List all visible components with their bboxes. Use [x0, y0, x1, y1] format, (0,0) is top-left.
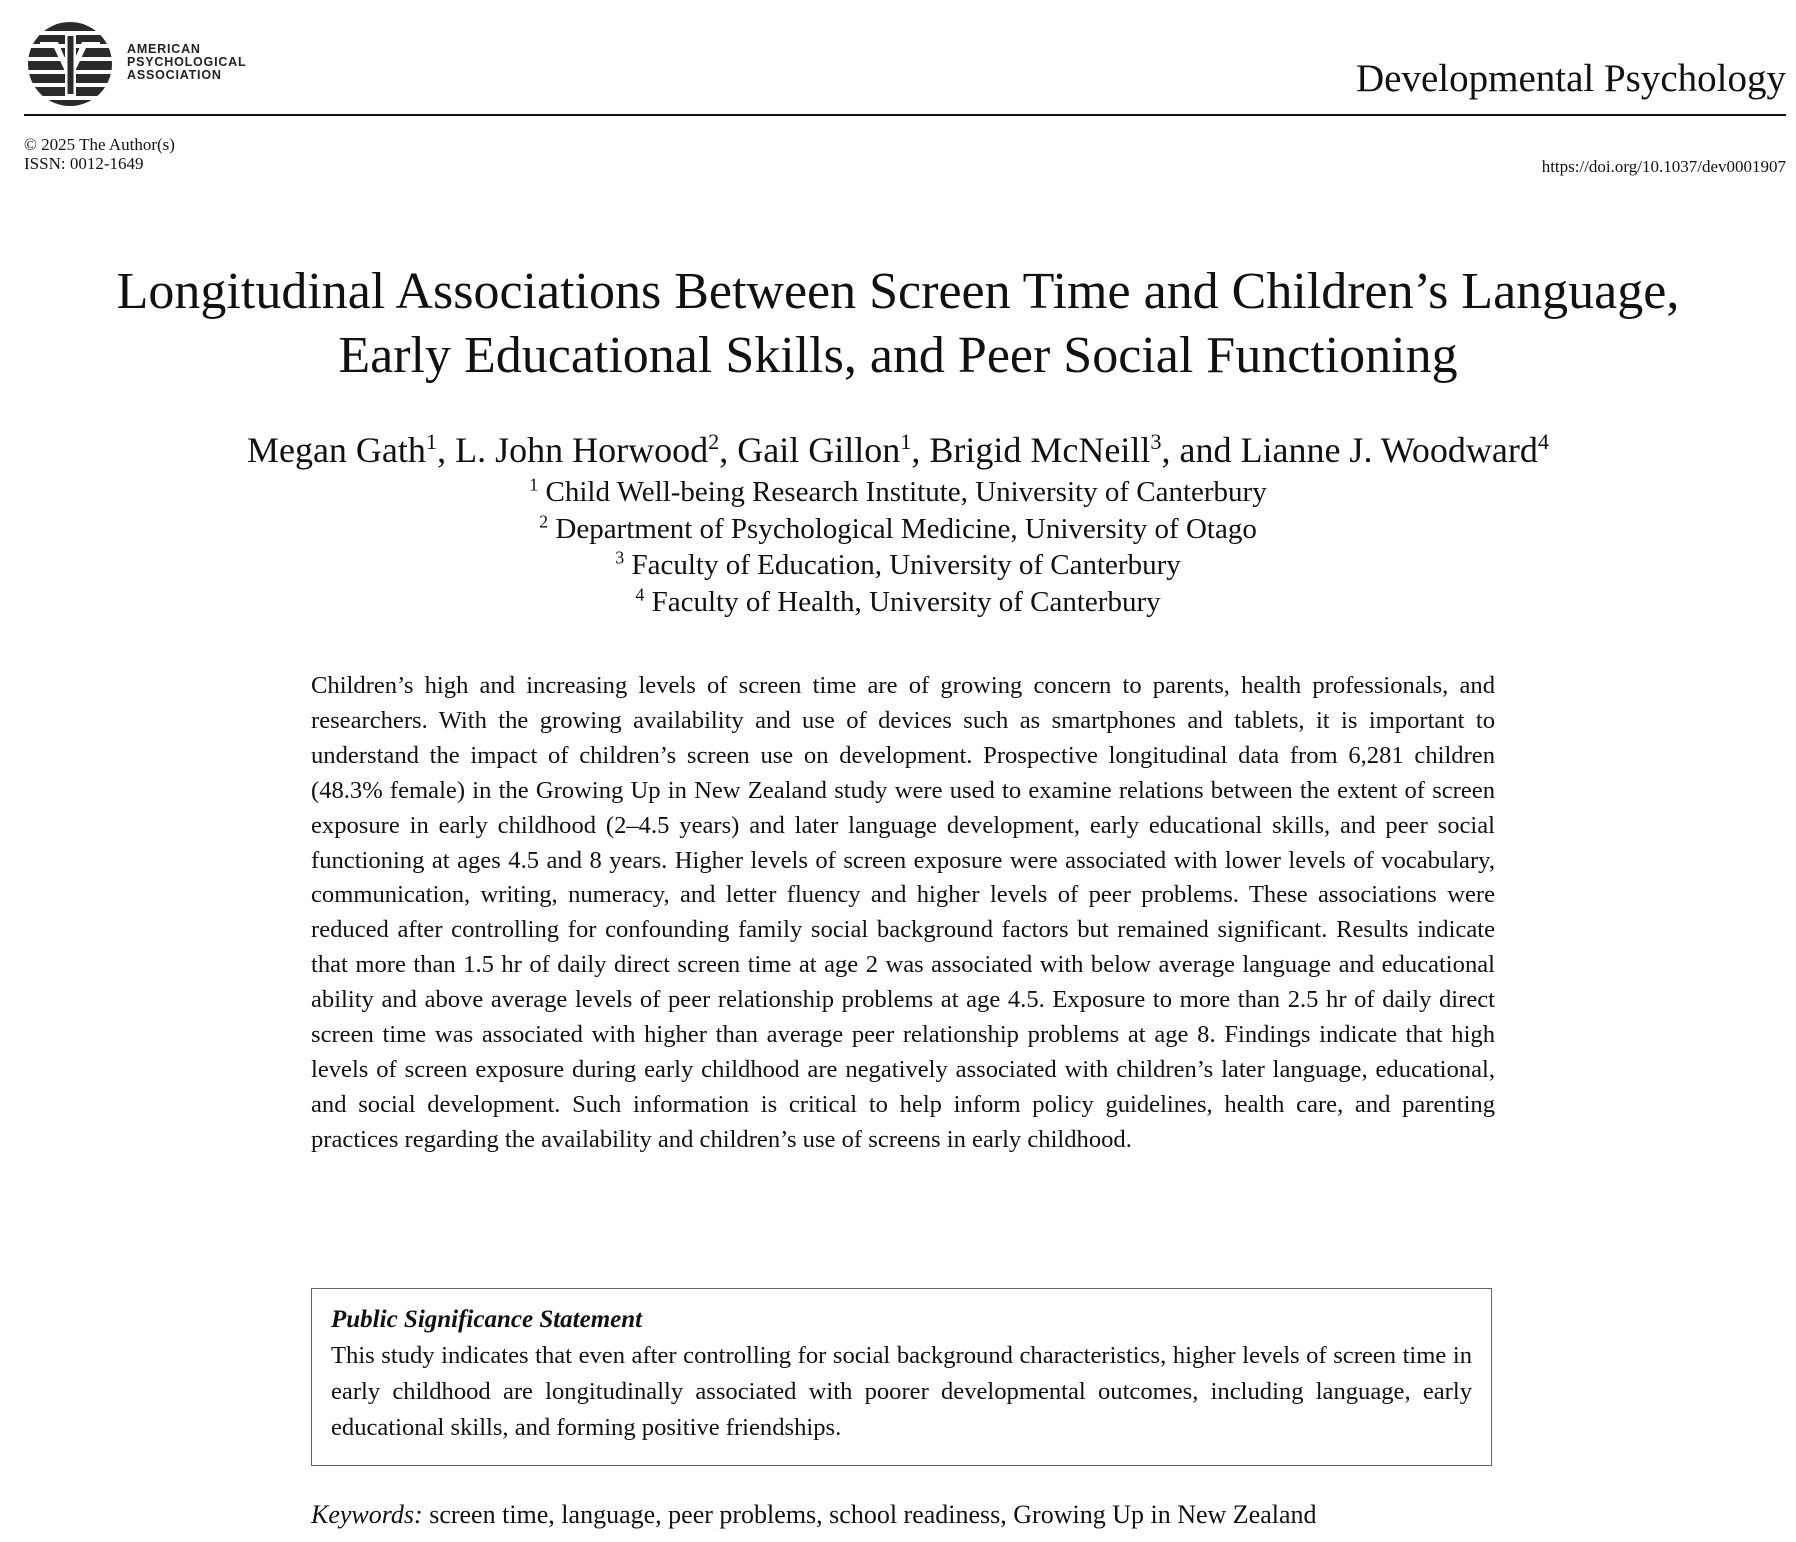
issn: ISSN: 0012-1649: [24, 154, 144, 173]
affiliation: $^4$ Faculty of Health, University of Canterbury: [635, 583, 1161, 618]
affiliation: $^2$ Department of Psychological Medicine, University of Otago: [539, 510, 1257, 545]
author-separator: ,: [437, 430, 456, 470]
affiliation-marker: 1: [900, 429, 912, 454]
author-list: [0, 428, 1796, 472]
header-divider: [24, 114, 1786, 116]
copyright: © 2025 The Author(s): [24, 135, 175, 154]
apa-logo: [24, 20, 324, 108]
affiliation-marker: 1: [425, 429, 438, 454]
keywords-label: Keywords:: [311, 1500, 423, 1529]
doi-link[interactable]: https://doi.org/10.1037/dev0001907: [1541, 157, 1786, 176]
author: Brigid McNeill: [929, 430, 1151, 470]
keywords: [311, 1500, 1317, 1530]
journal-name: Developmental Psychology: [1355, 57, 1786, 100]
abstract: Children’s high and increasing levels of screen time are of growing concern to parents, health professionals, and researchers. With the growing availability and use of devices such as smartphones and tablets, it is important to understand the impact of children’s screen use on development. Prospective longitudinal data from 6,281 children (48.3% female) in the Growing Up in New Zealand study were used to examine relations between the extent of screen exposure in early childhood (2–4.5 years) and later language development, early educational skills, and peer social functioning at ages 4.5 and 8 years. Higher levels of screen exposure were associated with lower levels of vocabulary, communication, writing, numeracy, and letter fluency and higher levels of peer problems. These associations were reduced after controlling for confounding family social background factors but remained significant. Results indicate that more than 1.5 hr of daily direct screen time at age 2 was associated with below average language and educational ability and above average levels of peer relationship problems at age 4.5. Exposure to more than 2.5 hr of daily direct screen time was associated with higher than average peer relationship problems at age 8. Findings indicate that high levels of screen exposure during early childhood are negatively associated with children’s later language, educational, and social development. Such information is critical to help inform policy guidelines, health care, and parenting practices regarding the availability and children’s use of screens in early childhood.: [311, 672, 1495, 1153]
author: Lianne J. Woodward: [1240, 430, 1538, 470]
affiliation-marker: 4: [1537, 429, 1550, 454]
author-separator: ,: [719, 430, 738, 470]
keywords-text: screen time, language, peer problems, school readiness, Growing Up in New Zealand: [429, 1500, 1317, 1529]
page-header: [24, 18, 1786, 116]
affiliation-marker: 2: [708, 429, 720, 454]
author-separator: ,: [911, 430, 930, 470]
author-separator: , and: [1161, 430, 1241, 470]
affiliation: $^3$ Faculty of Education, University of Canterbury: [615, 547, 1181, 581]
affiliation-list: [0, 474, 1796, 620]
author: L. John Horwood: [455, 430, 709, 470]
public-significance-statement: [311, 1288, 1492, 1466]
significance-text: This study indicates that even after controlling for social background characteristics, higher levels of screen time in early childhood are longitudinally associated with poorer developmental outcomes, including language, early educational skills, and forming positive friendships.: [331, 1342, 1472, 1441]
author: Gail Gillon: [737, 430, 901, 470]
publication-meta: [24, 135, 175, 173]
article-title: Longitudinal Associations Between Screen Time and Children’s Language, Early Educational Skills, and Peer Social Functioning: [116, 263, 1680, 384]
significance-heading: Public Significance Statement: [331, 1306, 643, 1333]
publisher-name: AMERICAN PSYCHOLOGICAL ASSOCIATION: [127, 42, 247, 82]
author: Megan Gath: [246, 430, 426, 470]
apa-logo-icon: [24, 20, 116, 108]
affiliation-marker: 3: [1150, 429, 1162, 454]
affiliation: $^1$ Child Well-being Research Institute, University of Canterbury: [529, 474, 1267, 508]
